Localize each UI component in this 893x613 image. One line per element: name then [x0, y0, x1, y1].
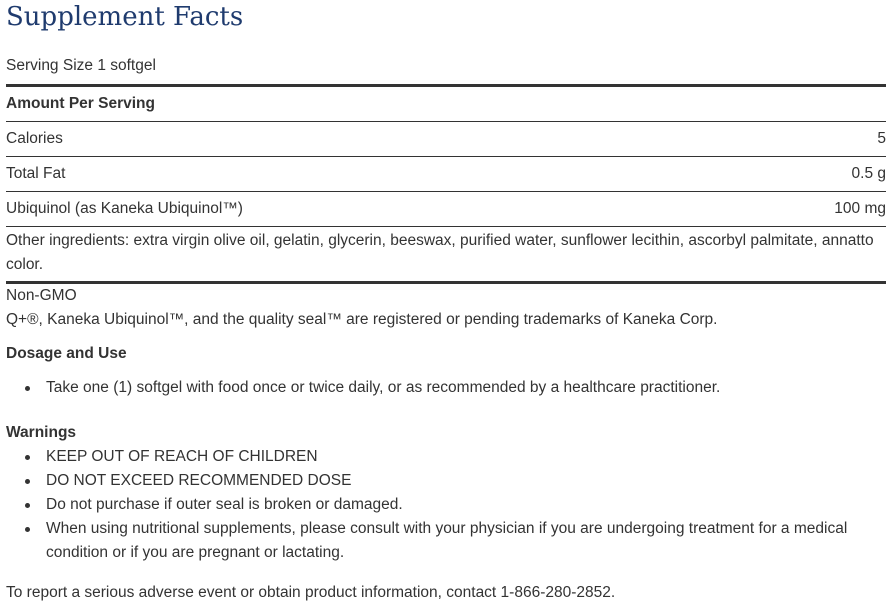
other-ingredients: Other ingredients: extra virgin olive oil, gelatin, glycerin, beeswax, purified water, sunflower lecithin, ascorbyl palmitate, annatto color. [6, 232, 874, 273]
amount-per-serving-row [6, 87, 886, 121]
warnings-list [6, 445, 886, 565]
serving-size: Serving Size 1 softgel [6, 57, 156, 74]
amount-per-serving-label: Amount Per Serving [6, 95, 155, 112]
nutrient-name: Ubiquinol (as Kaneka Ubiquinol™) [6, 200, 243, 217]
warnings-heading: Warnings [6, 424, 77, 441]
nutrient-amount: 0.5 g [851, 165, 886, 182]
nutrient-name: Calories [6, 130, 63, 147]
list-item: Do not purchase if outer seal is broken or damaged. [46, 493, 886, 517]
nutrient-row-calories [6, 122, 886, 156]
supplement-facts-panel [6, 0, 886, 605]
list-item: DO NOT EXCEED RECOMMENDED DOSE [46, 469, 886, 493]
list-item: KEEP OUT OF REACH OF CHILDREN [46, 445, 886, 469]
nutrient-amount: 5 [877, 130, 886, 147]
nutrient-amount: 100 mg [834, 200, 886, 217]
list-item: Take one (1) softgel with food once or twice daily, or as recommended by a healthcare practitioner. [46, 376, 886, 400]
nutrient-row-ubiquinol [6, 192, 886, 226]
nutrient-name: Total Fat [6, 165, 66, 182]
list-item: When using nutritional supplements, please consult with your physician if you are undergoing treatment for a medical condition or if you are pregnant or lactating. [46, 517, 886, 565]
non-gmo-note: Non-GMO [6, 287, 77, 304]
nutrient-row-total-fat [6, 157, 886, 191]
dosage-list [6, 376, 886, 400]
trademarks-note: Q+®, Kaneka Ubiquinol™, and the quality seal™ are registered or pending trademarks of Kaneka Corp. [6, 311, 718, 328]
adverse-event-contact: To report a serious adverse event or obtain product information, contact 1-866-280-2852. [6, 584, 616, 601]
page-title: Supplement Facts [6, 2, 244, 32]
dosage-heading: Dosage and Use [6, 345, 127, 362]
